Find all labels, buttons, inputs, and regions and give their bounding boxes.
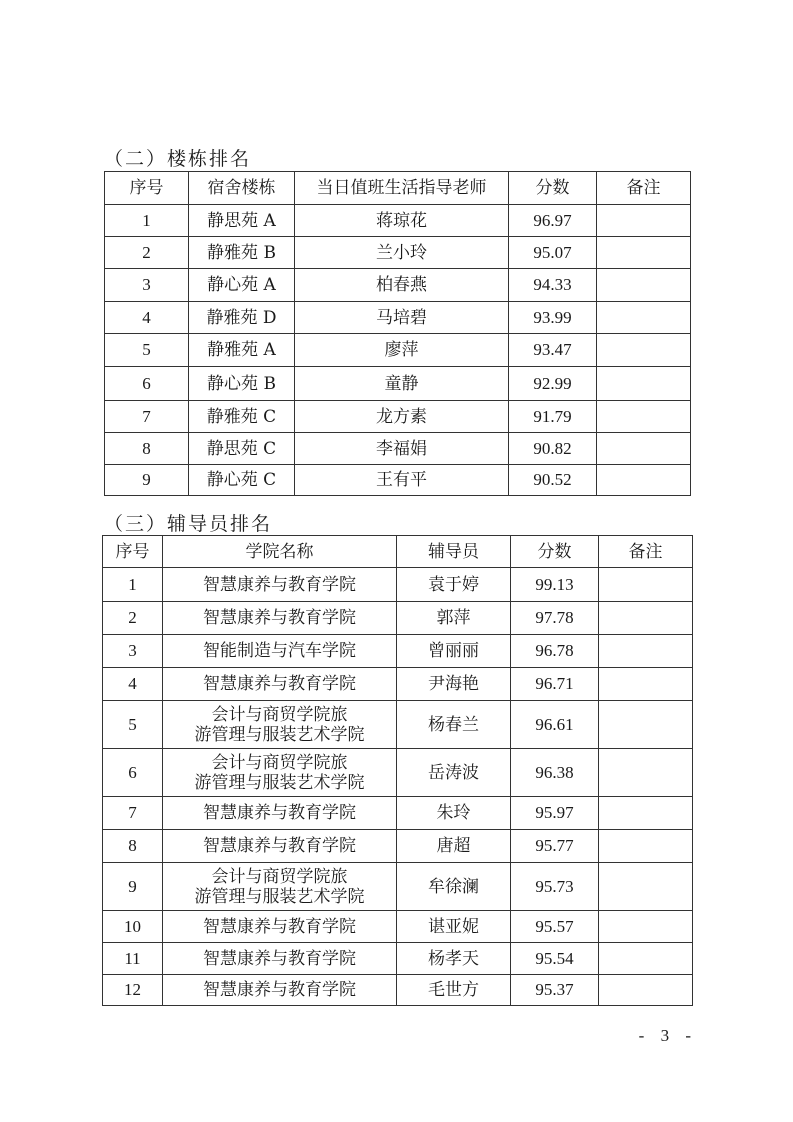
cell-college: 智慧康养与教育学院 bbox=[163, 602, 397, 635]
cell-counselor: 袁于婷 bbox=[397, 568, 511, 602]
table-row bbox=[105, 334, 691, 367]
cell-teacher: 马培碧 bbox=[295, 302, 509, 334]
cell-note bbox=[597, 334, 691, 367]
cell-note bbox=[599, 943, 693, 975]
cell-college: 智慧康养与教育学院 bbox=[163, 975, 397, 1006]
cell-note bbox=[599, 701, 693, 749]
cell-note bbox=[597, 237, 691, 269]
table-row bbox=[103, 602, 693, 635]
cell-counselor: 杨春兰 bbox=[397, 701, 511, 749]
cell-no: 3 bbox=[105, 269, 189, 302]
table-header-row bbox=[103, 536, 693, 568]
cell-no: 9 bbox=[105, 465, 189, 496]
cell-college: 会计与商贸学院旅 游管理与服装艺术学院 bbox=[163, 863, 397, 911]
cell-note bbox=[599, 797, 693, 830]
cell-note bbox=[599, 830, 693, 863]
cell-score: 91.79 bbox=[509, 401, 597, 433]
table-row bbox=[103, 911, 693, 943]
table-row bbox=[105, 205, 691, 237]
cell-note bbox=[599, 863, 693, 911]
cell-building: 静心苑 B bbox=[189, 367, 295, 401]
cell-score: 99.13 bbox=[511, 568, 599, 602]
cell-building: 静雅苑 D bbox=[189, 302, 295, 334]
cell-teacher: 李福娟 bbox=[295, 433, 509, 465]
cell-score: 93.47 bbox=[509, 334, 597, 367]
cell-counselor: 唐超 bbox=[397, 830, 511, 863]
counselor-ranking-title: （三）辅导员排名 bbox=[104, 513, 273, 535]
cell-college: 智慧康养与教育学院 bbox=[163, 943, 397, 975]
cell-building: 静雅苑 A bbox=[189, 334, 295, 367]
cell-score: 96.61 bbox=[511, 701, 599, 749]
building-ranking-title: （二）楼栋排名 bbox=[104, 148, 252, 170]
cell-no: 3 bbox=[103, 635, 163, 668]
cell-building: 静雅苑 C bbox=[189, 401, 295, 433]
cell-building: 静思苑 A bbox=[189, 205, 295, 237]
cell-score: 95.97 bbox=[511, 797, 599, 830]
cell-counselor: 曾丽丽 bbox=[397, 635, 511, 668]
cell-no: 1 bbox=[105, 205, 189, 237]
cell-counselor: 尹海艳 bbox=[397, 668, 511, 701]
table-row bbox=[105, 302, 691, 334]
cell-score: 95.73 bbox=[511, 863, 599, 911]
table-row bbox=[105, 269, 691, 302]
cell-note bbox=[597, 269, 691, 302]
cell-counselor: 牟徐澜 bbox=[397, 863, 511, 911]
cell-score: 90.52 bbox=[509, 465, 597, 496]
cell-note bbox=[597, 465, 691, 496]
header-cell: 备注 bbox=[599, 536, 693, 568]
cell-no: 7 bbox=[103, 797, 163, 830]
counselor-ranking-table bbox=[102, 535, 693, 1006]
cell-college: 智能制造与汽车学院 bbox=[163, 635, 397, 668]
cell-no: 4 bbox=[103, 668, 163, 701]
cell-college: 会计与商贸学院旅 游管理与服装艺术学院 bbox=[163, 749, 397, 797]
cell-college: 智慧康养与教育学院 bbox=[163, 568, 397, 602]
cell-note bbox=[597, 367, 691, 401]
cell-note bbox=[599, 602, 693, 635]
cell-college: 智慧康养与教育学院 bbox=[163, 830, 397, 863]
table-row bbox=[103, 797, 693, 830]
cell-no: 5 bbox=[103, 701, 163, 749]
building-ranking-table bbox=[104, 171, 691, 496]
cell-counselor: 岳涛波 bbox=[397, 749, 511, 797]
cell-score: 93.99 bbox=[509, 302, 597, 334]
header-cell: 宿舍楼栋 bbox=[189, 172, 295, 205]
table-row bbox=[103, 701, 693, 749]
cell-teacher: 龙方素 bbox=[295, 401, 509, 433]
cell-score: 95.57 bbox=[511, 911, 599, 943]
cell-score: 96.71 bbox=[511, 668, 599, 701]
cell-note bbox=[599, 568, 693, 602]
cell-no: 6 bbox=[105, 367, 189, 401]
table-row bbox=[105, 433, 691, 465]
cell-teacher: 兰小玲 bbox=[295, 237, 509, 269]
table-header-row bbox=[105, 172, 691, 205]
header-cell: 分数 bbox=[509, 172, 597, 205]
cell-no: 10 bbox=[103, 911, 163, 943]
header-cell: 学院名称 bbox=[163, 536, 397, 568]
cell-score: 90.82 bbox=[509, 433, 597, 465]
cell-no: 7 bbox=[105, 401, 189, 433]
cell-counselor: 杨孝天 bbox=[397, 943, 511, 975]
cell-note bbox=[599, 668, 693, 701]
header-cell: 辅导员 bbox=[397, 536, 511, 568]
header-cell: 分数 bbox=[511, 536, 599, 568]
cell-note bbox=[597, 302, 691, 334]
table-row bbox=[103, 749, 693, 797]
cell-building: 静雅苑 B bbox=[189, 237, 295, 269]
cell-no: 6 bbox=[103, 749, 163, 797]
table-row bbox=[103, 975, 693, 1006]
header-cell: 序号 bbox=[103, 536, 163, 568]
cell-note bbox=[599, 749, 693, 797]
cell-college: 智慧康养与教育学院 bbox=[163, 911, 397, 943]
cell-no: 8 bbox=[103, 830, 163, 863]
cell-score: 96.38 bbox=[511, 749, 599, 797]
cell-note bbox=[599, 635, 693, 668]
table-row bbox=[105, 237, 691, 269]
cell-score: 95.07 bbox=[509, 237, 597, 269]
cell-teacher: 柏春燕 bbox=[295, 269, 509, 302]
cell-college: 智慧康养与教育学院 bbox=[163, 668, 397, 701]
cell-teacher: 廖萍 bbox=[295, 334, 509, 367]
table-row bbox=[103, 943, 693, 975]
cell-note bbox=[599, 911, 693, 943]
cell-note bbox=[599, 975, 693, 1006]
header-cell: 序号 bbox=[105, 172, 189, 205]
cell-no: 1 bbox=[103, 568, 163, 602]
cell-score: 95.54 bbox=[511, 943, 599, 975]
page-number: - 3 - bbox=[638, 1026, 697, 1045]
cell-no: 12 bbox=[103, 975, 163, 1006]
table-row bbox=[105, 367, 691, 401]
cell-teacher: 蒋琼花 bbox=[295, 205, 509, 237]
header-cell: 当日值班生活指导老师 bbox=[295, 172, 509, 205]
cell-no: 11 bbox=[103, 943, 163, 975]
cell-counselor: 谌亚妮 bbox=[397, 911, 511, 943]
cell-score: 95.77 bbox=[511, 830, 599, 863]
cell-note bbox=[597, 433, 691, 465]
table-row bbox=[103, 668, 693, 701]
cell-no: 2 bbox=[103, 602, 163, 635]
cell-teacher: 王有平 bbox=[295, 465, 509, 496]
cell-counselor: 郭萍 bbox=[397, 602, 511, 635]
table-row bbox=[103, 568, 693, 602]
cell-no: 4 bbox=[105, 302, 189, 334]
cell-no: 2 bbox=[105, 237, 189, 269]
cell-score: 96.78 bbox=[511, 635, 599, 668]
cell-note bbox=[597, 205, 691, 237]
cell-college: 智慧康养与教育学院 bbox=[163, 797, 397, 830]
table-row bbox=[103, 635, 693, 668]
table-row bbox=[103, 830, 693, 863]
cell-building: 静心苑 A bbox=[189, 269, 295, 302]
table-row bbox=[105, 401, 691, 433]
cell-note bbox=[597, 401, 691, 433]
cell-score: 96.97 bbox=[509, 205, 597, 237]
cell-score: 92.99 bbox=[509, 367, 597, 401]
cell-college: 会计与商贸学院旅 游管理与服装艺术学院 bbox=[163, 701, 397, 749]
cell-counselor: 朱玲 bbox=[397, 797, 511, 830]
header-cell: 备注 bbox=[597, 172, 691, 205]
cell-building: 静心苑 C bbox=[189, 465, 295, 496]
table-row bbox=[105, 465, 691, 496]
cell-no: 9 bbox=[103, 863, 163, 911]
cell-counselor: 毛世方 bbox=[397, 975, 511, 1006]
cell-building: 静思苑 C bbox=[189, 433, 295, 465]
cell-teacher: 童静 bbox=[295, 367, 509, 401]
cell-score: 94.33 bbox=[509, 269, 597, 302]
cell-score: 95.37 bbox=[511, 975, 599, 1006]
cell-no: 8 bbox=[105, 433, 189, 465]
cell-score: 97.78 bbox=[511, 602, 599, 635]
table-row bbox=[103, 863, 693, 911]
cell-no: 5 bbox=[105, 334, 189, 367]
